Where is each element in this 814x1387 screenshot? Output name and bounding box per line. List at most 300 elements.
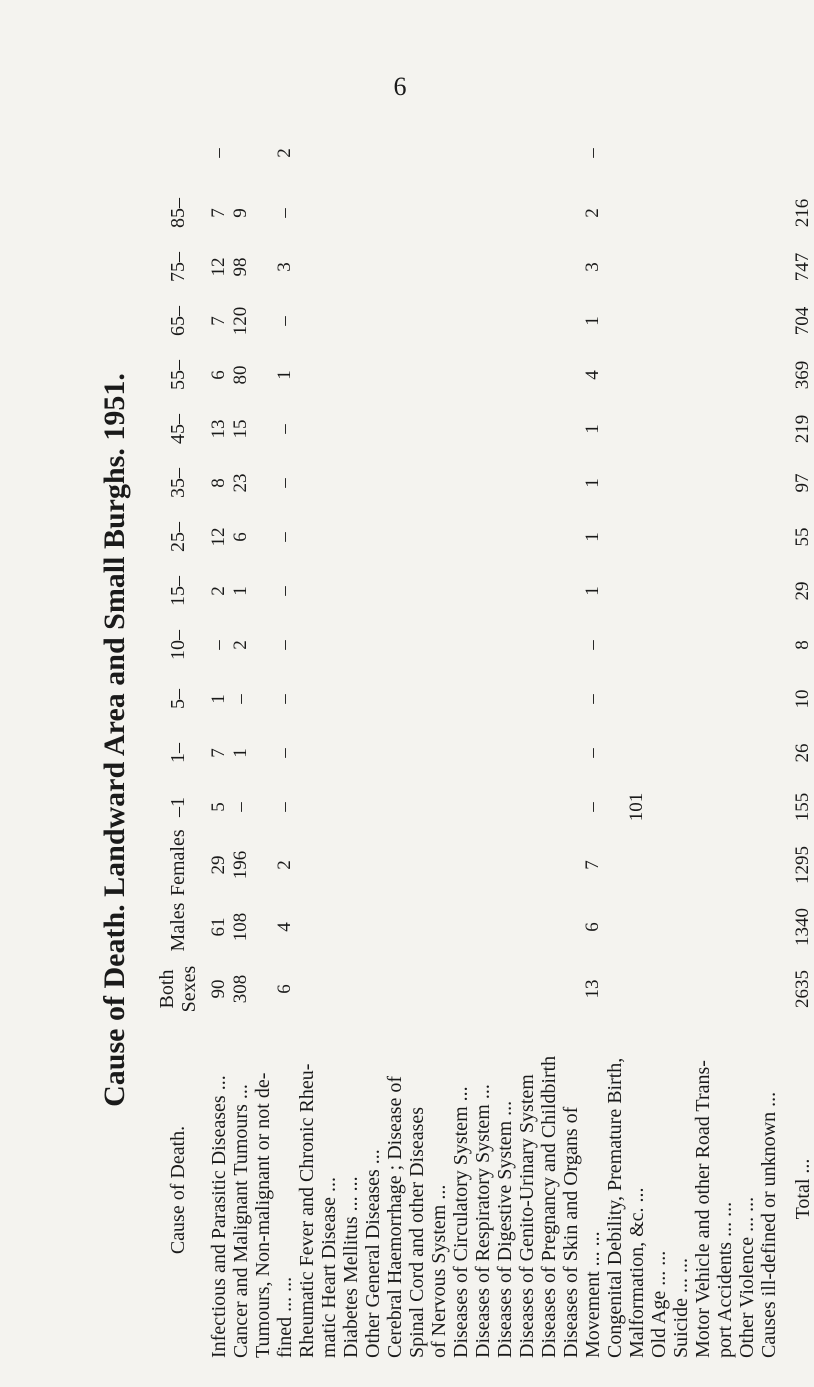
cell-value <box>626 896 648 958</box>
cell-value <box>494 402 516 456</box>
cell-value <box>516 294 538 348</box>
table-row <box>230 120 252 1360</box>
cell-value <box>494 456 516 510</box>
table-row <box>252 120 274 1360</box>
cell-value <box>626 402 648 456</box>
cell-value <box>252 780 274 834</box>
cell-value <box>384 780 406 834</box>
table-row <box>736 120 758 1360</box>
cell-value <box>604 564 626 618</box>
cell-value <box>296 958 318 1020</box>
cell-value <box>670 348 692 402</box>
cell-value <box>472 618 494 672</box>
cell-value <box>516 834 538 896</box>
cell-value <box>758 510 780 564</box>
cell-value <box>758 618 780 672</box>
cell-value <box>340 618 362 672</box>
cell-value <box>692 834 714 896</box>
cause-label: Cancer and Malignant Tumours ... <box>230 1084 252 1358</box>
cell-value <box>560 780 582 834</box>
cause-of-death-table <box>148 120 814 1360</box>
cell-value <box>560 186 582 240</box>
cell-value <box>538 510 560 564</box>
cell-value <box>428 348 450 402</box>
cell-value: – <box>208 640 229 650</box>
column-header: Cause of Death. <box>167 1125 189 1255</box>
cell-value <box>516 456 538 510</box>
cell-value <box>450 834 472 896</box>
cell-value <box>296 456 318 510</box>
cell-value: 2 <box>274 148 295 158</box>
cell-value <box>692 510 714 564</box>
table-row <box>626 120 648 1360</box>
cell-value <box>648 510 670 564</box>
table-row <box>714 120 736 1360</box>
cell-value <box>626 958 648 1020</box>
cell-value <box>494 510 516 564</box>
cell-value <box>692 672 714 726</box>
cell-value <box>692 240 714 294</box>
cell-value <box>252 348 274 402</box>
cell-value <box>736 896 758 958</box>
cell-value <box>604 402 626 456</box>
table-row <box>340 120 362 1360</box>
table-row <box>208 120 230 1360</box>
table-row <box>494 120 516 1360</box>
cell-value <box>340 120 362 186</box>
cell-value <box>670 564 692 618</box>
cell-value <box>560 510 582 564</box>
cell-value <box>736 186 758 240</box>
table-row <box>560 120 582 1360</box>
cell-value <box>626 618 648 672</box>
cell-value <box>472 780 494 834</box>
cell-value <box>362 120 384 186</box>
cell-value <box>428 402 450 456</box>
column-header: 10– <box>167 630 189 660</box>
cell-value <box>450 120 472 186</box>
cell-value <box>758 186 780 240</box>
cell-value: 2 <box>208 586 229 596</box>
column-header: 65– <box>167 306 189 336</box>
cell-value <box>626 834 648 896</box>
cause-label: Spinal Cord and other Diseases <box>406 1106 428 1358</box>
cell-value: 8 <box>208 478 229 488</box>
column-header: 85– <box>167 198 189 228</box>
cause-label: Diabetes Mellitus ... ... <box>340 1176 362 1358</box>
cell-value <box>692 958 714 1020</box>
cell-value <box>384 294 406 348</box>
cause-label: Other Violence ... ... <box>736 1196 758 1358</box>
cell-value <box>494 672 516 726</box>
cell-value <box>560 240 582 294</box>
cause-label: Rheumatic Fever and Chronic Rheu- <box>296 1063 318 1358</box>
cell-value <box>538 120 560 186</box>
table-body <box>208 120 814 1360</box>
cell-value <box>736 120 758 186</box>
cell-value <box>406 672 428 726</box>
cell-value <box>670 510 692 564</box>
cell-value <box>626 510 648 564</box>
cell-value <box>340 294 362 348</box>
cell-value: 7 <box>208 316 229 326</box>
cell-value: – <box>274 532 295 542</box>
cell-value <box>714 456 736 510</box>
cell-value: – <box>274 478 295 488</box>
cell-value <box>604 896 626 958</box>
cell-value <box>538 896 560 958</box>
cell-value: 7 <box>208 208 229 218</box>
cell-value: 2635 <box>792 970 813 1008</box>
cell-value <box>714 402 736 456</box>
cell-value <box>538 402 560 456</box>
cell-value <box>472 186 494 240</box>
cell-value <box>252 510 274 564</box>
cell-value <box>384 186 406 240</box>
cell-value <box>296 186 318 240</box>
cell-value: 6 <box>208 370 229 380</box>
cell-value <box>648 294 670 348</box>
cell-value <box>472 672 494 726</box>
cell-value <box>252 186 274 240</box>
cell-value <box>626 726 648 780</box>
table-row <box>538 120 560 1360</box>
cell-value: 1 <box>208 694 229 704</box>
cell-value: 23 <box>230 473 251 493</box>
cell-value: 219 <box>792 414 813 444</box>
cell-value <box>318 564 340 618</box>
cell-value <box>648 834 670 896</box>
cell-value <box>318 780 340 834</box>
cell-value: 1 <box>230 586 251 596</box>
cell-value <box>362 186 384 240</box>
cell-value <box>494 120 516 186</box>
cause-label: Other General Diseases ... <box>362 1149 384 1358</box>
table-row <box>692 120 714 1360</box>
cell-value <box>450 780 472 834</box>
cell-value <box>648 958 670 1020</box>
cell-value <box>318 726 340 780</box>
cell-value <box>384 510 406 564</box>
cell-value <box>318 240 340 294</box>
table-row <box>428 120 450 1360</box>
cell-value <box>538 672 560 726</box>
cell-value: – <box>582 640 603 650</box>
cell-value <box>670 958 692 1020</box>
cell-value <box>758 834 780 896</box>
cell-value <box>340 564 362 618</box>
cell-value <box>406 896 428 958</box>
table-row <box>472 120 494 1360</box>
cell-value <box>384 726 406 780</box>
cell-value <box>450 896 472 958</box>
cell-value <box>648 672 670 726</box>
column-header: 35– <box>167 468 189 498</box>
cause-label: Congenital Debility, Premature Birth, <box>604 1057 626 1358</box>
cell-value <box>626 348 648 402</box>
cell-value <box>230 120 252 186</box>
cell-value <box>648 896 670 958</box>
cell-value <box>670 294 692 348</box>
cell-value <box>494 186 516 240</box>
cell-value: 101 <box>626 792 647 822</box>
cell-value <box>362 896 384 958</box>
cell-value <box>384 402 406 456</box>
cell-value <box>384 456 406 510</box>
cell-value: 108 <box>230 912 251 942</box>
cell-value <box>692 294 714 348</box>
cell-value <box>648 726 670 780</box>
cell-value <box>670 780 692 834</box>
cell-value <box>318 402 340 456</box>
column-header: 75– <box>167 252 189 282</box>
cell-value <box>692 564 714 618</box>
cell-value <box>318 348 340 402</box>
cell-value: 120 <box>230 306 251 336</box>
cell-value <box>560 834 582 896</box>
cell-value <box>604 120 626 186</box>
cell-value <box>692 726 714 780</box>
cell-value <box>406 120 428 186</box>
cell-value <box>648 618 670 672</box>
rotated-content <box>90 120 814 1360</box>
cell-value <box>340 672 362 726</box>
cell-value: 15 <box>230 419 251 439</box>
cell-value <box>670 120 692 186</box>
cause-label: Motor Vehicle and other Road Trans- <box>692 1060 714 1358</box>
cell-value <box>362 780 384 834</box>
cell-value <box>604 834 626 896</box>
total-row <box>780 120 814 1360</box>
cell-value <box>626 456 648 510</box>
cell-value: 5 <box>208 802 229 812</box>
cell-value <box>604 618 626 672</box>
cell-value <box>406 564 428 618</box>
cell-value <box>626 186 648 240</box>
cell-value <box>406 834 428 896</box>
column-header: Males <box>167 902 189 952</box>
cell-value <box>494 780 516 834</box>
cell-value <box>670 402 692 456</box>
cell-value: 6 <box>582 922 603 932</box>
cell-value <box>670 726 692 780</box>
cell-value <box>538 348 560 402</box>
cell-value <box>296 510 318 564</box>
cell-value <box>252 240 274 294</box>
cell-value <box>736 618 758 672</box>
cause-label: of Nervous System ... <box>428 1184 450 1358</box>
cell-value <box>626 240 648 294</box>
cell-value: 55 <box>792 527 813 547</box>
table-row <box>296 120 318 1360</box>
cell-value <box>318 510 340 564</box>
cell-value <box>538 834 560 896</box>
cell-value <box>450 618 472 672</box>
cell-value <box>538 294 560 348</box>
cell-value: – <box>274 640 295 650</box>
cell-value <box>758 348 780 402</box>
cell-value <box>472 456 494 510</box>
cell-value <box>560 348 582 402</box>
cell-value: – <box>582 802 603 812</box>
cell-value <box>516 896 538 958</box>
cell-value: 1 <box>582 586 603 596</box>
table-row <box>758 120 780 1360</box>
cell-value: 90 <box>208 979 229 999</box>
cell-value <box>450 510 472 564</box>
table-row <box>450 120 472 1360</box>
cell-value <box>406 402 428 456</box>
cell-value <box>450 726 472 780</box>
cell-value <box>714 780 736 834</box>
cell-value <box>714 294 736 348</box>
cell-value <box>340 240 362 294</box>
cell-value <box>472 958 494 1020</box>
table-row <box>362 120 384 1360</box>
cell-value <box>714 672 736 726</box>
table-row <box>604 120 626 1360</box>
cell-value <box>736 402 758 456</box>
cell-value <box>340 186 362 240</box>
cell-value <box>604 186 626 240</box>
cell-value <box>560 120 582 186</box>
cell-value: 29 <box>208 855 229 875</box>
table-row <box>582 120 604 1360</box>
cell-value <box>428 726 450 780</box>
cell-value <box>758 456 780 510</box>
cause-label: Diseases of Genito-Urinary System <box>516 1074 538 1358</box>
cell-value <box>318 294 340 348</box>
cell-value <box>340 456 362 510</box>
cell-value <box>538 240 560 294</box>
cell-value <box>758 294 780 348</box>
cell-value <box>626 120 648 186</box>
cell-value <box>318 186 340 240</box>
cell-value <box>450 240 472 294</box>
cell-value <box>296 120 318 186</box>
cell-value <box>758 402 780 456</box>
cell-value: 7 <box>208 748 229 758</box>
cell-value <box>604 726 626 780</box>
cell-value <box>384 672 406 726</box>
cell-value: 2 <box>582 208 603 218</box>
cell-value <box>516 564 538 618</box>
cell-value <box>736 294 758 348</box>
cell-value: 98 <box>230 257 251 277</box>
cell-value <box>428 672 450 726</box>
cell-value <box>384 348 406 402</box>
table-row <box>670 120 692 1360</box>
cell-value <box>494 958 516 1020</box>
cell-value <box>318 834 340 896</box>
cell-value <box>472 120 494 186</box>
cell-value <box>406 618 428 672</box>
cell-value <box>736 958 758 1020</box>
cell-value <box>318 958 340 1020</box>
cell-value <box>538 186 560 240</box>
cell-value: 6 <box>274 984 295 994</box>
cell-value <box>428 834 450 896</box>
cell-value <box>714 726 736 780</box>
cell-value <box>648 120 670 186</box>
cell-value <box>340 834 362 896</box>
cell-value <box>318 896 340 958</box>
cell-value <box>516 618 538 672</box>
cell-value <box>472 402 494 456</box>
cell-value <box>538 726 560 780</box>
column-header: Females <box>167 829 189 896</box>
cell-value: – <box>582 694 603 704</box>
table-row <box>406 120 428 1360</box>
cell-value <box>736 780 758 834</box>
cell-value: 1295 <box>792 846 813 884</box>
cause-label: fined ... ... <box>274 1276 296 1358</box>
cell-value <box>318 672 340 726</box>
column-header: 5– <box>167 689 189 709</box>
cell-value <box>340 402 362 456</box>
cell-value: 6 <box>230 532 251 542</box>
cell-value <box>450 348 472 402</box>
table-row <box>384 120 406 1360</box>
cell-value <box>340 726 362 780</box>
cause-label: Causes ill-defined or unknown ... <box>758 1091 780 1358</box>
cell-value <box>538 618 560 672</box>
page-number: 6 <box>393 72 407 101</box>
cell-value <box>252 402 274 456</box>
cell-value <box>362 240 384 294</box>
cell-value <box>384 958 406 1020</box>
cause-label: Suicide ... ... <box>670 1258 692 1358</box>
cell-value <box>626 672 648 726</box>
cell-value: – <box>274 586 295 596</box>
cell-value: 196 <box>230 850 251 880</box>
cell-value <box>406 456 428 510</box>
cell-value <box>296 618 318 672</box>
cell-value <box>472 510 494 564</box>
cell-value <box>296 780 318 834</box>
cell-value: 155 <box>792 792 813 822</box>
cell-value <box>252 726 274 780</box>
cell-value <box>296 294 318 348</box>
cell-value: 61 <box>208 917 229 937</box>
cause-label: Diseases of Respiratory System ... <box>472 1084 494 1358</box>
cell-value <box>450 564 472 618</box>
cell-value <box>736 726 758 780</box>
cell-value <box>472 834 494 896</box>
cell-value: 1 <box>230 748 251 758</box>
cell-value <box>362 294 384 348</box>
cell-value <box>516 726 538 780</box>
cell-value <box>472 896 494 958</box>
cell-value <box>648 240 670 294</box>
cell-value <box>384 120 406 186</box>
cell-value <box>714 618 736 672</box>
cell-value: 12 <box>208 527 229 547</box>
cell-value <box>428 510 450 564</box>
cell-value <box>692 896 714 958</box>
cell-value <box>714 120 736 186</box>
cell-value <box>758 896 780 958</box>
cell-value <box>538 564 560 618</box>
cell-value: – <box>582 748 603 758</box>
cell-value <box>428 896 450 958</box>
cause-label: Diseases of Circulatory System ... <box>450 1086 472 1358</box>
cell-value: – <box>582 148 603 158</box>
cell-value <box>494 240 516 294</box>
cell-value <box>560 672 582 726</box>
cell-value <box>670 672 692 726</box>
cause-label: Diseases of Skin and Organs of <box>560 1106 582 1358</box>
